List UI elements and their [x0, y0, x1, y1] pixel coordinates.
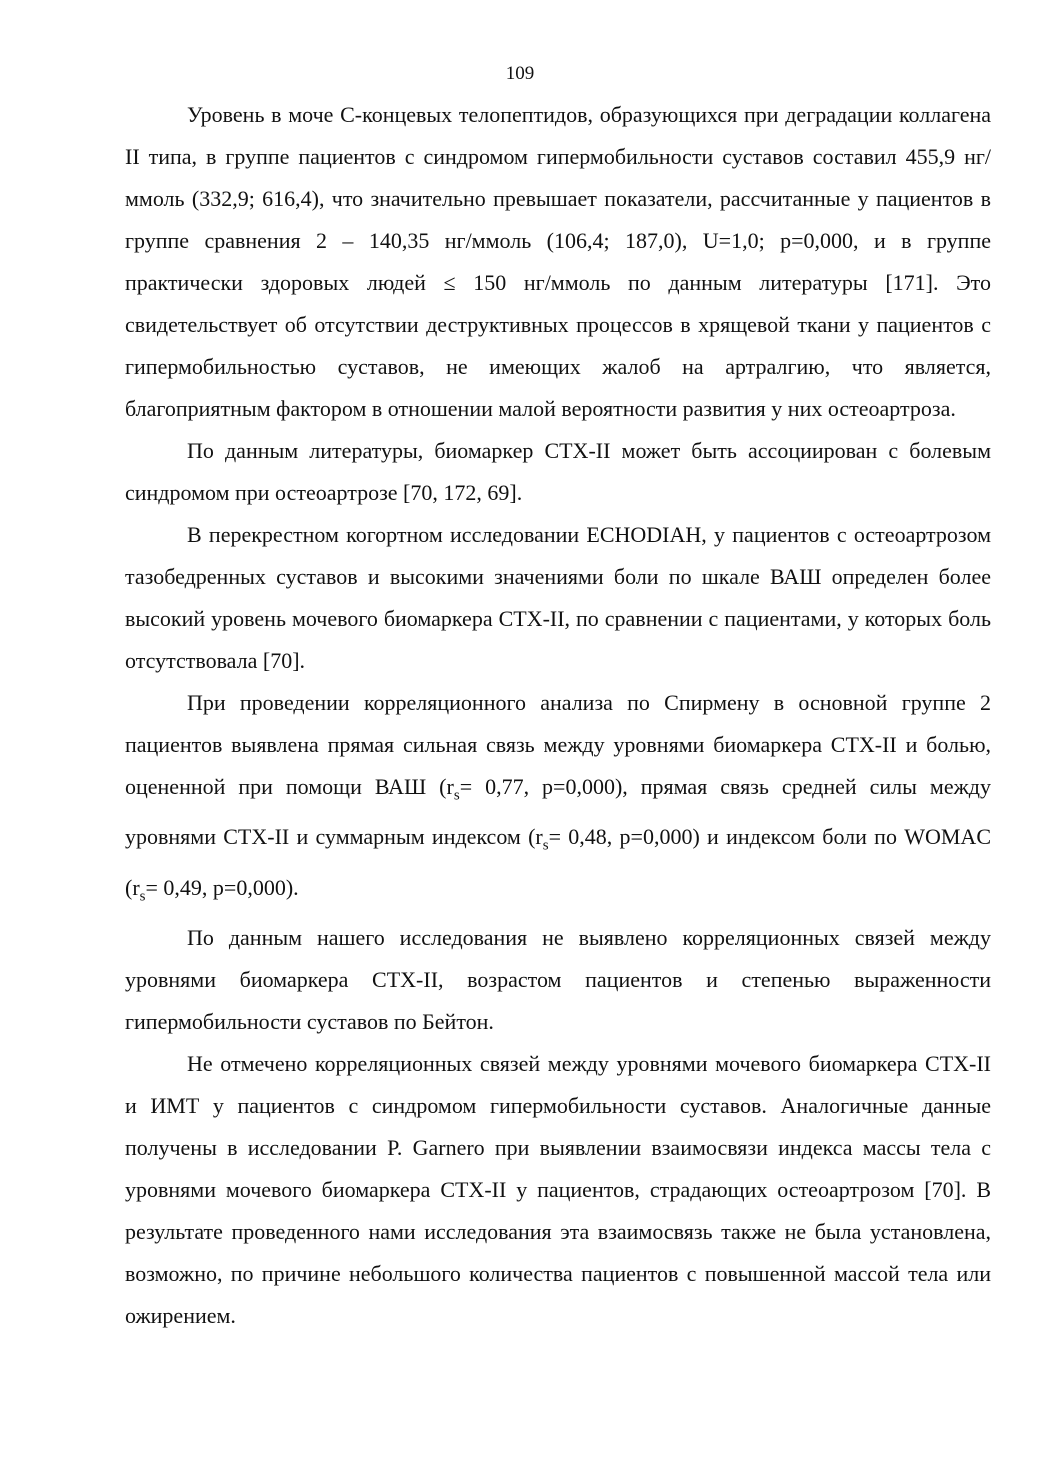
paragraph-literature-pain: По данным литературы, биомаркер СТХ-II может быть ассоциирован с болевым синдромом при остеоартрозе [70, 172, 69]. — [125, 438, 991, 505]
subscript: s — [139, 888, 146, 905]
subscript: s — [542, 837, 549, 854]
paragraph-text-part: = 0,48, p=0,000) и индексом боли по WOMAC (r — [125, 824, 991, 900]
paragraph-text-part: При проведении корреляционного анализа по Спирмену в основной группе 2 пациентов выявлена прямая сильная связь между уровнями биомаркера СТХ-II и болью, оцененной при помощи ВАШ (r — [125, 690, 991, 799]
paragraph-echodiah-study: В перекрестном когортном исследовании ECHODIAH, у пациентов с остеоартрозом тазобедренных суставов и высокими значениями боли по шкале ВАШ определен более высокий уровень мочевого биомаркера СТХ-II, по сравнении с пациентами, у которых боль отсутствовала [70]. — [125, 522, 991, 673]
paragraph-no-correlation-age: По данным нашего исследования не выявлено корреляционных связей между уровнями биомаркера СТХ-II, возрастом пациентов и степенью выраженности гипермобильности суставов по Бейтон. — [125, 925, 991, 1035]
paragraph-no-correlation-bmi: Не отмечено корреляционных связей между уровнями мочевого биомаркера СТХ-II и ИМТ у пациентов с синдромом гипермобильности суставов. Аналогичные данные получены в исследовании P. Garnero при выявлении взаимосвязи индекса массы тела с уровнями мочевого биомаркера СТХ-II у пациентов, страдающих остеоартрозом [70]. В результате проведенного нами исследования эта взаимосвязь также не была установлена, возможно, по причине небольшого количества пациентов с повышенной массой тела или ожирением. — [125, 1051, 991, 1329]
paragraph-text-part: = 0,77, p=0,000), прямая связь средней силы между уровнями СТХ-II и суммарным индексом (r — [125, 774, 991, 850]
subscript: s — [453, 787, 460, 804]
page-number: 109 — [505, 63, 535, 84]
paragraph-ctx-level: Уровень в моче С-концевых телопептидов, образующихся при деградации коллагена II типа, в группе пациентов с синдромом гипермобильности суставов составил 455,9 нг/ммоль (332,9; 616,4), что значительно превышает показатели, рассчитанные у пациентов в группе сравнения 2 – 140,35 нг/ммоль (106,4; 187,0), U=1,0; p=0,000, и в группе практически здоровых людей ≤ 150 нг/ммоль по данным литературы [171]. Это свидетельствует об отсутствии деструктивных процессов в хрящевой ткани у пациентов с гипермобильностью суставов, не имеющих жалоб на артралгию, что является, благоприятным фактором в отношении малой вероятности развития у них остеоартроза. — [125, 102, 991, 421]
paragraph-spearman-correlation — [125, 682, 991, 917]
body-text — [125, 94, 991, 1337]
paragraph-text-part: = 0,49, p=0,000). — [145, 874, 299, 900]
